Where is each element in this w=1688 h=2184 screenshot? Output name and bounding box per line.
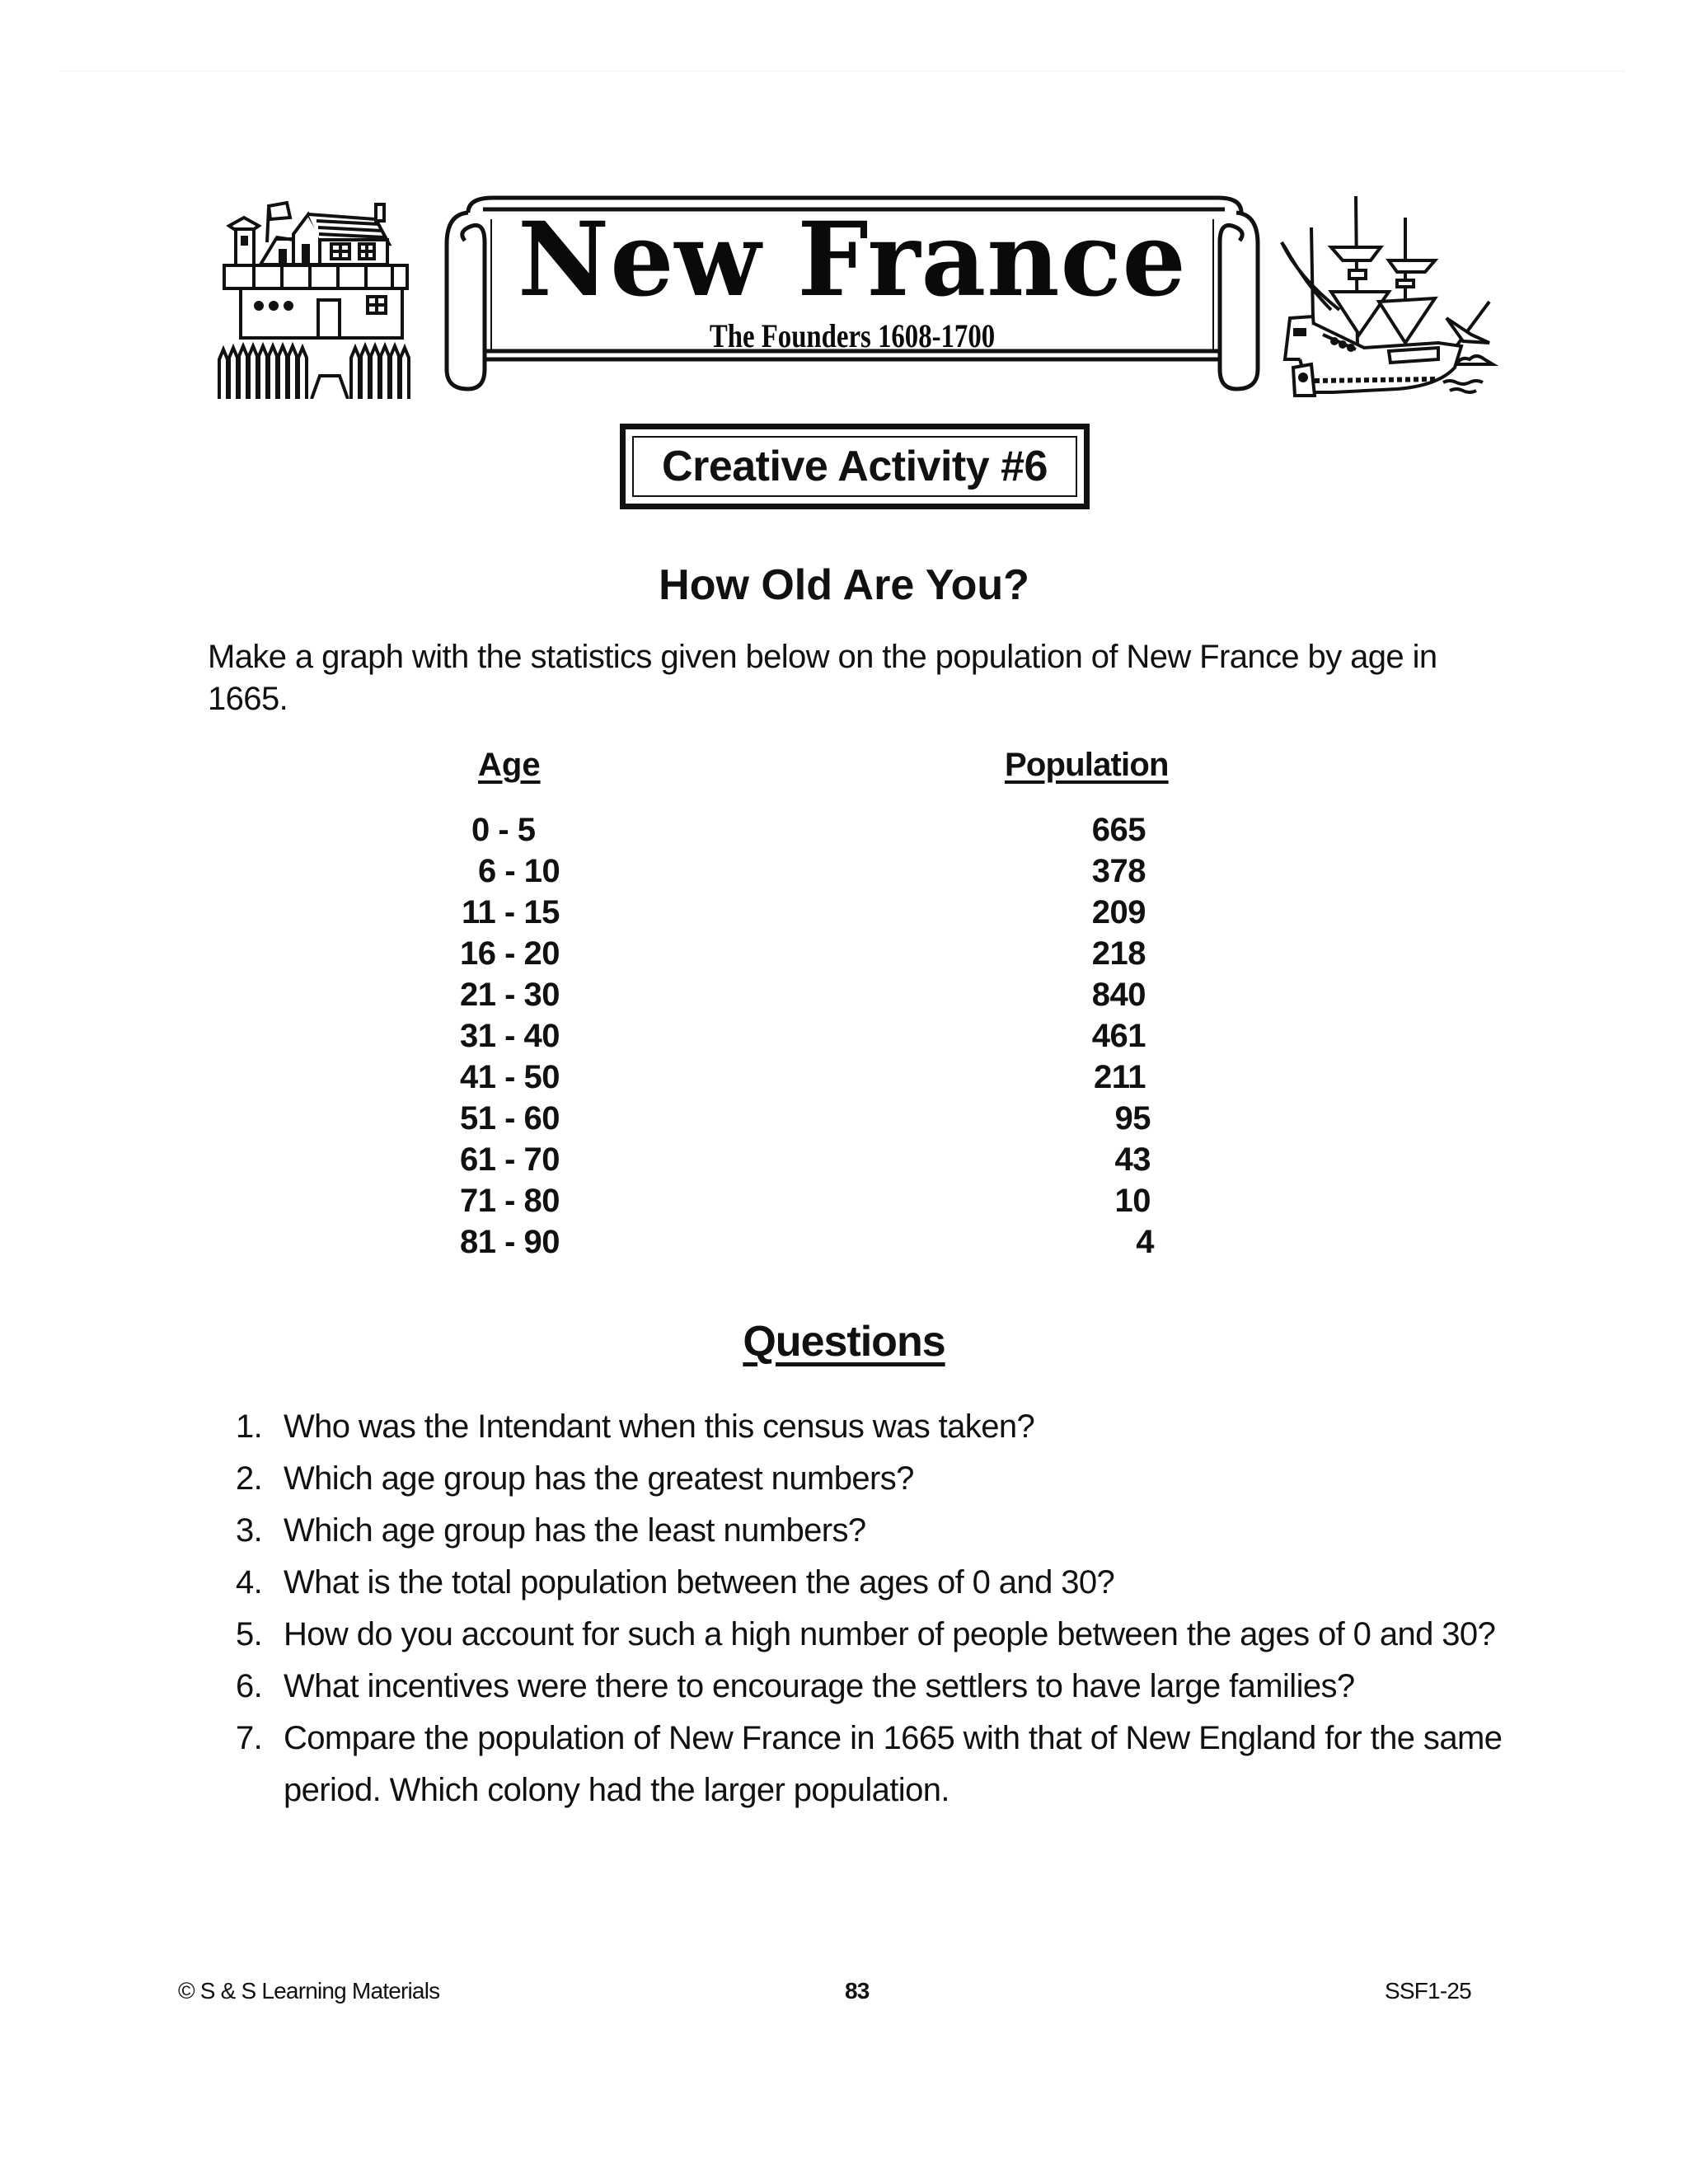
- age-cell: 21 - 30: [460, 977, 560, 1013]
- activity-heading: How Old Are You?: [659, 561, 1029, 609]
- question-item: [227, 1713, 1513, 1816]
- table-row: [0, 1015, 1688, 1057]
- questions-heading-text: Questions: [743, 1318, 945, 1366]
- page-edge: [59, 71, 1625, 72]
- question-item: [227, 1505, 1513, 1557]
- age-cell: 71 - 80: [460, 1183, 560, 1219]
- population-cell: 211: [1093, 1059, 1146, 1095]
- question-number: 1.: [236, 1408, 263, 1445]
- question-text: Who was the Intendant when this census was taken?: [284, 1408, 1035, 1445]
- table-row: [0, 809, 1688, 851]
- activity-instructions: Make a graph with the statistics given below on the population of New France by age in 1665.: [208, 639, 1437, 717]
- column-header-population: Population: [1005, 747, 1169, 783]
- question-number: 5.: [236, 1616, 263, 1652]
- activity-label: Creative Activity #6: [632, 436, 1077, 497]
- question-text: What is the total population between the ages of 0 and 30?: [284, 1564, 1115, 1601]
- question-text: Compare the population of New France in 1665 with that of New England for the same period. Which colony had the larger population.: [284, 1720, 1503, 1808]
- age-cell: 6 - 10: [478, 853, 560, 889]
- question-item: [227, 1609, 1513, 1661]
- question-number: 2.: [236, 1460, 263, 1497]
- age-cell: 16 - 20: [460, 935, 560, 972]
- population-cell: 43: [1114, 1141, 1151, 1178]
- footer-page-number: 83: [845, 1978, 870, 2004]
- sailing-ship-illustration: [1273, 194, 1500, 403]
- population-cell: 378: [1091, 853, 1146, 889]
- age-cell: 0 - 5: [471, 812, 536, 848]
- age-cell: 31 - 40: [460, 1018, 560, 1054]
- age-cell: 41 - 50: [460, 1059, 560, 1095]
- table-row: [0, 1139, 1688, 1180]
- age-cell: 51 - 60: [460, 1100, 560, 1137]
- table-row: [0, 892, 1688, 933]
- question-number: 7.: [236, 1720, 263, 1756]
- question-item: [227, 1557, 1513, 1609]
- table-row: [0, 1180, 1688, 1221]
- question-number: 3.: [236, 1512, 263, 1549]
- population-cell: 218: [1091, 935, 1146, 972]
- table-row: [0, 1221, 1688, 1263]
- population-cell: 10: [1114, 1183, 1151, 1219]
- activity-label-box: [620, 424, 1090, 509]
- fortified-settlement-illustration: [211, 194, 417, 403]
- question-text: Which age group has the least numbers?: [284, 1512, 866, 1549]
- table-row: [0, 974, 1688, 1015]
- table-row: [0, 1057, 1688, 1098]
- question-item: [227, 1453, 1513, 1505]
- population-cell: 4: [1136, 1224, 1154, 1260]
- question-text: What incentives were there to encourage the settlers to have large families?: [284, 1668, 1355, 1704]
- questions-list: [227, 1401, 1513, 1816]
- table-row: [0, 851, 1688, 892]
- population-cell: 95: [1114, 1100, 1151, 1137]
- table-row: [0, 1098, 1688, 1139]
- question-item: [227, 1401, 1513, 1453]
- column-header-age: Age: [478, 747, 541, 783]
- question-number: 4.: [236, 1564, 263, 1601]
- question-number: 6.: [236, 1668, 263, 1704]
- question-text: Which age group has the greatest numbers?: [284, 1460, 914, 1497]
- page-title: New France: [518, 200, 1187, 320]
- population-cell: 840: [1091, 977, 1146, 1013]
- question-item: [227, 1661, 1513, 1713]
- age-cell: 11 - 15: [462, 894, 560, 930]
- table-row: [0, 933, 1688, 974]
- population-cell: 209: [1091, 894, 1146, 930]
- footer-code: SSF1-25: [1385, 1978, 1471, 2004]
- footer-copyright: © S & S Learning Materials: [178, 1978, 440, 2004]
- age-cell: 81 - 90: [460, 1224, 560, 1260]
- title-scroll-banner: [443, 194, 1261, 392]
- page-subtitle: The Founders 1608-1700: [709, 317, 996, 354]
- question-text: How do you account for such a high number of people between the ages of 0 and 30?: [284, 1616, 1496, 1652]
- questions-heading: [0, 1317, 1688, 1366]
- population-cell: 461: [1091, 1018, 1146, 1054]
- population-cell: 665: [1091, 812, 1146, 848]
- age-cell: 61 - 70: [460, 1141, 560, 1178]
